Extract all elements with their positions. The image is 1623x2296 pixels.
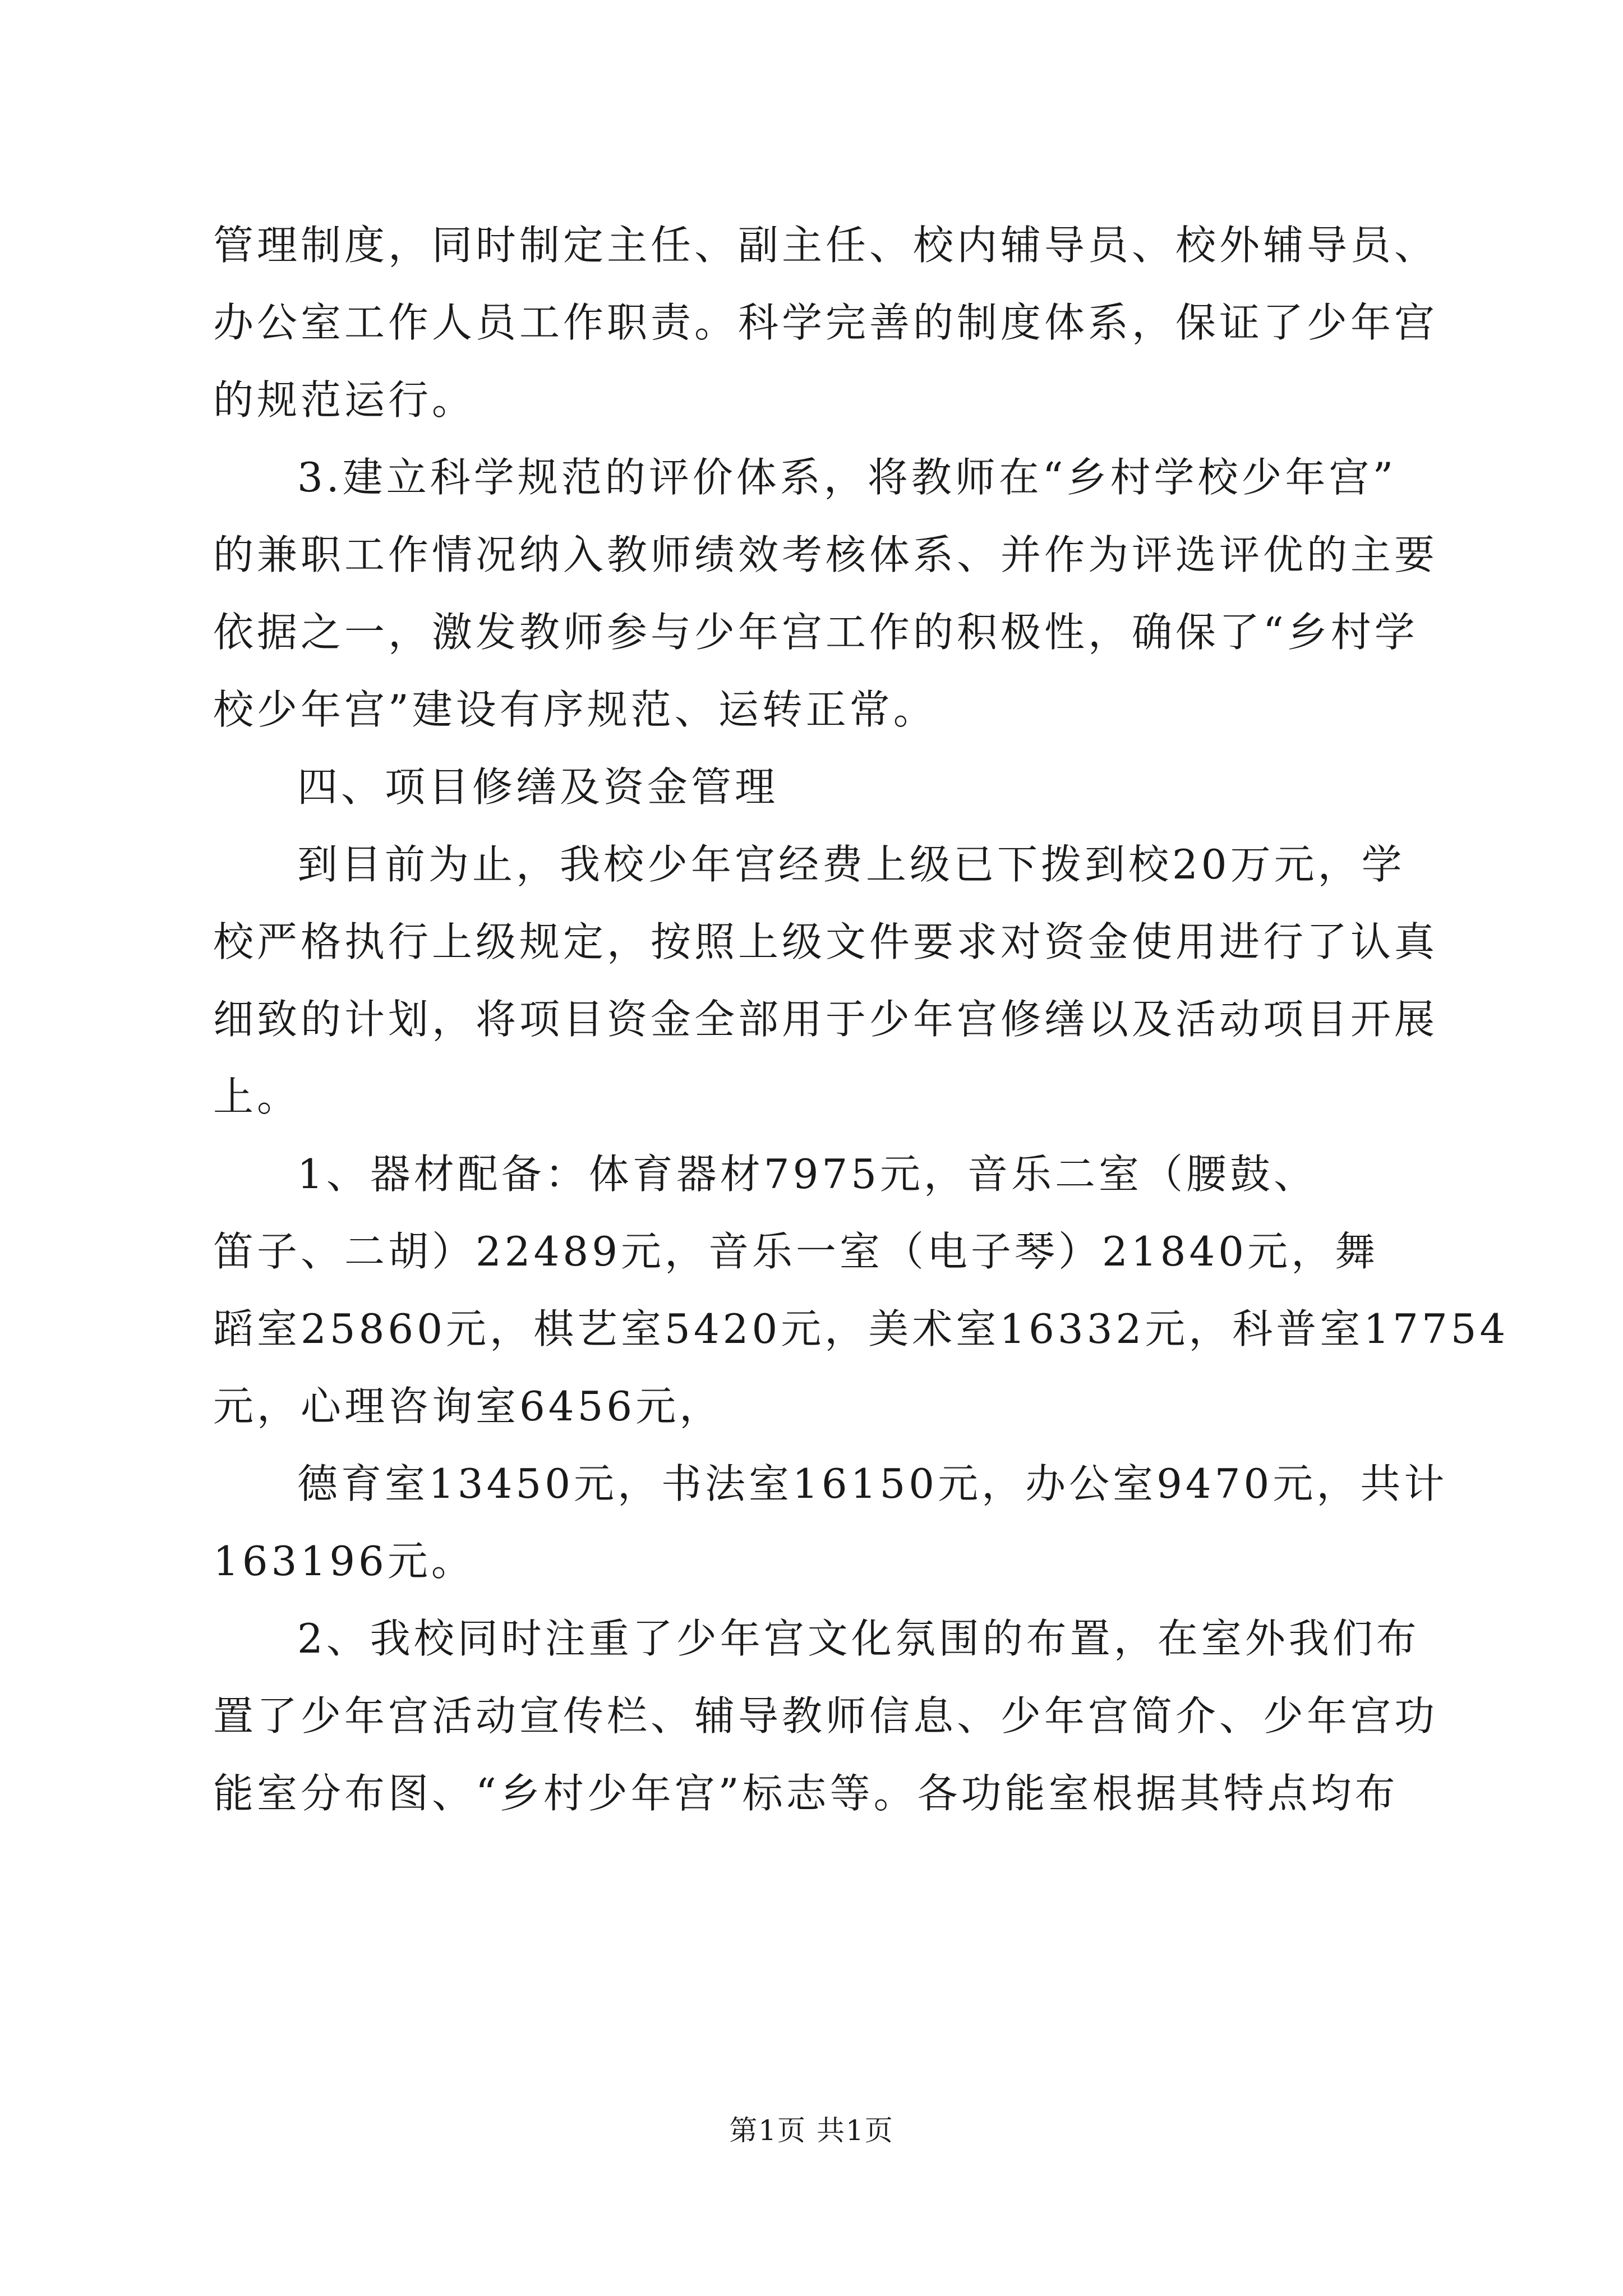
text-line: 的规范运行。: [213, 376, 476, 424]
text-line: 蹈室25860元，棋艺室5420元，美术室16332元，科普室17754: [213, 1305, 1509, 1352]
text-line: 元，心理咨询室6456元，: [213, 1383, 723, 1430]
text-line: 3.建立科学规范的评价体系，将教师在“乡村学校少年宫”: [297, 454, 1397, 501]
text-line: 管理制度，同时制定主任、副主任、校内辅导员、校外辅导员、: [213, 222, 1438, 269]
section-heading: 四、项目修缮及资金管理: [297, 763, 779, 811]
text-line: 校严格执行上级规定，按照上级文件要求对资金使用进行了认真: [213, 918, 1438, 965]
text-line: 2、我校同时注重了少年宫文化氛围的布置，在室外我们布: [297, 1615, 1420, 1662]
text-line: 能室分布图、“乡村少年宫”标志等。各功能室根据其特点均布: [213, 1770, 1399, 1817]
text-line: 到目前为止，我校少年宫经费上级已下拨到校20万元，学: [297, 841, 1405, 888]
text-line: 笛子、二胡）22489元，音乐一室（电子琴）21840元，舞: [213, 1228, 1379, 1275]
page-footer: 第1页 共1页: [729, 2114, 894, 2147]
text-line: 办公室工作人员工作职责。科学完善的制度体系，保证了少年宫: [213, 299, 1438, 346]
text-line: 的兼职工作情况纳入教师绩效考核体系、并作为评选评优的主要: [213, 531, 1438, 578]
text-line: 置了少年宫活动宣传栏、辅导教师信息、少年宫简介、少年宫功: [213, 1692, 1438, 1740]
text-line: 细致的计划，将项目资金全部用于少年宫修缮以及活动项目开展: [213, 996, 1438, 1043]
text-line: 依据之一，激发教师参与少年宫工作的积极性，确保了“乡村学: [213, 609, 1418, 656]
text-line: 校少年宫”建设有序规范、运转正常。: [213, 686, 937, 733]
text-line: 163196元。: [213, 1538, 475, 1585]
text-line: 德育室13450元，书法室16150元，办公室9470元，共计: [297, 1460, 1448, 1507]
text-line: 上。: [213, 1073, 301, 1120]
text-line: 1、器材配备：体育器材7975元，音乐二室（腰鼓、: [297, 1151, 1318, 1198]
